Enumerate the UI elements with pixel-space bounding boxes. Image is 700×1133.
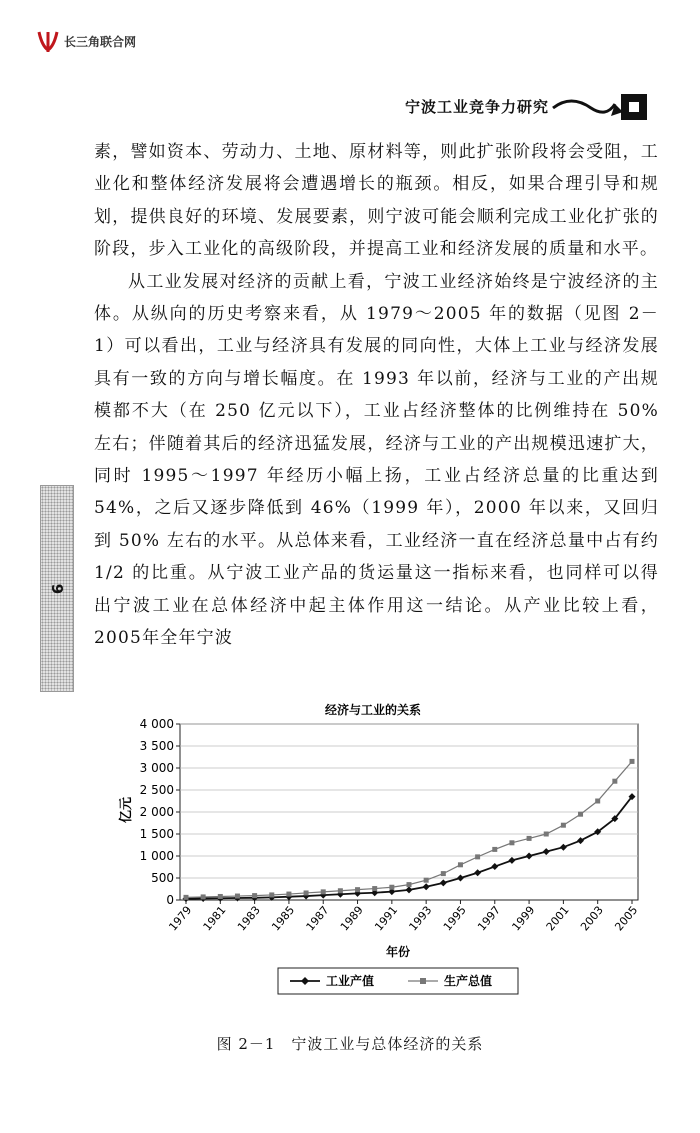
data-point (304, 890, 309, 895)
x-tick-label: 1995 (440, 903, 469, 934)
x-tick-label: 1985 (269, 903, 298, 934)
data-point (407, 882, 412, 887)
chart-legend (278, 968, 518, 994)
y-tick-label: 1 000 (139, 849, 174, 863)
data-point (201, 894, 206, 899)
header-ornament-icon (551, 86, 651, 126)
running-title: 宁波工业竞争力研究 (405, 97, 550, 116)
legend-label: 工业产值 (326, 974, 375, 988)
data-point (561, 823, 566, 828)
x-tick-label: 1983 (234, 903, 263, 934)
y-tick-label: 2 500 (139, 783, 174, 797)
x-tick-label: 2001 (543, 903, 572, 934)
data-point (595, 799, 600, 804)
logo-icon (36, 28, 60, 54)
site-logo (36, 28, 136, 54)
legend-label: 生产总值 (444, 974, 493, 988)
x-tick-label: 2003 (578, 903, 606, 934)
x-tick-label: 1999 (509, 903, 538, 934)
data-point (509, 840, 514, 845)
data-point (578, 812, 583, 817)
data-point (630, 759, 635, 764)
side-tab (40, 485, 74, 692)
x-tick-label: 1991 (372, 903, 401, 934)
y-tick-label: 3 500 (139, 739, 174, 753)
body-text (94, 136, 659, 655)
data-point (372, 886, 377, 891)
data-point (338, 888, 343, 893)
paragraph-1: 素，譬如资本、劳动力、土地、原材料等，则此扩张阶段将会受阻，工业化和整体经济发展将会遭遇增长的瓶颈。相反，如果合理引导和规划，提供良好的环境、发展要素，则宁波可能会顺利完成工业化扩张的阶段，步入工业化的高级阶段，并提高工业和经济发展的质量和水平。 (94, 142, 659, 260)
y-tick-label: 2 000 (139, 805, 174, 819)
logo-text: 长三角联合网 (64, 34, 137, 49)
x-tick-label: 1981 (200, 903, 229, 934)
legend-marker (420, 978, 426, 984)
y-tick-label: 4 000 (139, 717, 174, 731)
chart-ylabel: 亿元 (119, 796, 134, 824)
data-point (527, 836, 532, 841)
running-head (405, 86, 651, 126)
chart-xlabel: 年份 (385, 945, 411, 959)
data-point (389, 885, 394, 890)
figure-caption: 图 2－1 宁波工业与总体经济的关系 (216, 1035, 484, 1053)
data-point (269, 892, 274, 897)
paragraph-2: 从工业发展对经济的贡献上看，宁波工业经济始终是宁波经济的主体。从纵向的历史考察来看，从 1979～2005 年的数据（见图 2－1）可以看出，工业与经济具有发展的同向性，大体上工业与经济发展具有一致的方向与增长幅度。在 1993 年以前，经济与工业的产出规模都不大（在 250 亿元以下），工业占经济整体的比例维持在 50% 左右；伴随着其后的经济迅猛发展，经济与工业的产出规模迅速扩大，同时 1995～1997 年经历小幅上扬，工业占经济总量的比重达到 54%，之后又逐步降低到 46%（1999 年），2000 年以来，又回归到 50% 左右的水平。从总体来看，工业经济一直在经济总量中占有约 1/2 的比重。从宁波工业产品的货运量这一指标来看，也同样可以得出宁波工业在总体经济中起主体作用这一结论。从产业比较上看，2005年全年宁波 (94, 271, 659, 649)
x-tick-label: 1989 (337, 903, 366, 934)
x-tick-label: 1997 (475, 903, 504, 934)
data-point (458, 862, 463, 867)
data-point (544, 832, 549, 837)
y-tick-label: 3 000 (139, 761, 174, 775)
page-number: 9 (48, 583, 66, 594)
data-point (184, 895, 189, 900)
y-tick-label: 500 (151, 871, 174, 885)
y-tick-label: 0 (166, 893, 174, 907)
data-point (441, 871, 446, 876)
x-tick-label: 1987 (303, 903, 332, 934)
x-tick-label: 1993 (406, 903, 435, 934)
x-tick-label: 2005 (612, 903, 641, 934)
data-point (321, 889, 326, 894)
data-point (424, 878, 429, 883)
chart-title: 经济与工业的关系 (324, 703, 422, 717)
data-point (235, 894, 240, 899)
x-tick-label: 1979 (166, 903, 195, 934)
data-point (355, 887, 360, 892)
data-point (612, 779, 617, 784)
data-point (475, 854, 480, 859)
data-point (218, 894, 223, 899)
line-chart (118, 700, 658, 1010)
data-point (252, 893, 257, 898)
data-point (286, 892, 291, 897)
y-tick-label: 1 500 (139, 827, 174, 841)
data-point (492, 847, 497, 852)
